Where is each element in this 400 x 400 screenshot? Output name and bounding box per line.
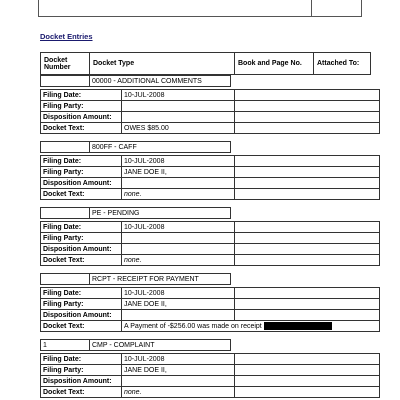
docket-text-value: OWES $85.00 — [122, 123, 235, 134]
docket-entry — [40, 141, 235, 153]
docket-entry — [40, 207, 235, 219]
filing-party-value — [122, 233, 235, 244]
docket-entry — [40, 273, 235, 285]
disposition-amount-label: Disposition Amount: — [41, 178, 122, 189]
entry-details — [40, 221, 380, 266]
disposition-amount-value — [122, 310, 235, 321]
docket-entry — [40, 75, 235, 87]
filing-date-label: Filing Date: — [41, 354, 122, 365]
disposition-amount-label: Disposition Amount: — [41, 310, 122, 321]
entry-number — [41, 274, 90, 285]
docket-text-value: none. — [122, 387, 235, 398]
filing-date-label: Filing Date: — [41, 222, 122, 233]
docket-text-label: Docket Text: — [41, 387, 122, 398]
header-docket-type: Docket Type — [90, 53, 235, 75]
entry-details — [40, 287, 380, 332]
docket-text-value: A Payment of -$256.00 was made on receipt — [124, 322, 262, 330]
disposition-amount-value — [122, 112, 235, 123]
entry-type: 00000 - ADDITIONAL COMMENTS — [90, 76, 231, 87]
filing-party-label: Filing Party: — [41, 167, 122, 178]
section-title: Docket Entries — [40, 32, 93, 41]
docket-text-label: Docket Text: — [41, 123, 122, 134]
filing-date-label: Filing Date: — [41, 90, 122, 101]
disposition-amount-label: Disposition Amount: — [41, 112, 122, 123]
docket-text-cell — [122, 321, 380, 332]
entry-number — [41, 208, 90, 219]
docket-header-table — [40, 52, 371, 75]
entry-type: PE - PENDING — [90, 208, 231, 219]
disposition-amount-value — [122, 376, 235, 387]
filing-date-value: 10-JUL-2008 — [122, 156, 235, 167]
filing-date-label: Filing Date: — [41, 288, 122, 299]
disposition-amount-label: Disposition Amount: — [41, 376, 122, 387]
redaction-block — [264, 322, 332, 330]
filing-party-value: JANE DOE II, — [122, 299, 235, 310]
filing-party-label: Filing Party: — [41, 299, 122, 310]
disposition-amount-value — [122, 244, 235, 255]
entry-number — [41, 142, 90, 153]
entry-number: 1 — [41, 340, 90, 351]
filing-party-label: Filing Party: — [41, 101, 122, 112]
header-book-page: Book and Page No. — [235, 53, 314, 75]
entry-type: RCPT - RECEIPT FOR PAYMENT — [90, 274, 231, 285]
entry-type: 800FF - CAFF — [90, 142, 231, 153]
entry-number — [41, 76, 90, 87]
filing-party-value: JANE DOE II, — [122, 365, 235, 376]
filing-party-label: Filing Party: — [41, 365, 122, 376]
docket-text-value: none. — [122, 255, 235, 266]
filing-date-value: 10-JUL-2008 — [122, 90, 235, 101]
entry-type: CMP - COMPLAINT — [90, 340, 231, 351]
docket-text-value: none. — [122, 189, 235, 200]
filing-party-value — [122, 101, 235, 112]
previous-table-fragment — [38, 0, 362, 17]
disposition-amount-value — [122, 178, 235, 189]
entry-details — [40, 353, 380, 398]
header-attached-to: Attached To: — [314, 53, 371, 75]
docket-entry — [40, 339, 235, 351]
header-docket-number: Docket Number — [41, 53, 90, 75]
docket-text-label: Docket Text: — [41, 321, 122, 332]
docket-text-label: Docket Text: — [41, 189, 122, 200]
filing-date-value: 10-JUL-2008 — [122, 288, 235, 299]
filing-party-value: JANE DOE II, — [122, 167, 235, 178]
entry-details — [40, 89, 380, 134]
filing-party-label: Filing Party: — [41, 233, 122, 244]
filing-date-value: 10-JUL-2008 — [122, 222, 235, 233]
docket-text-label: Docket Text: — [41, 255, 122, 266]
disposition-amount-label: Disposition Amount: — [41, 244, 122, 255]
filing-date-value: 10-JUL-2008 — [122, 354, 235, 365]
entry-details — [40, 155, 380, 200]
filing-date-label: Filing Date: — [41, 156, 122, 167]
